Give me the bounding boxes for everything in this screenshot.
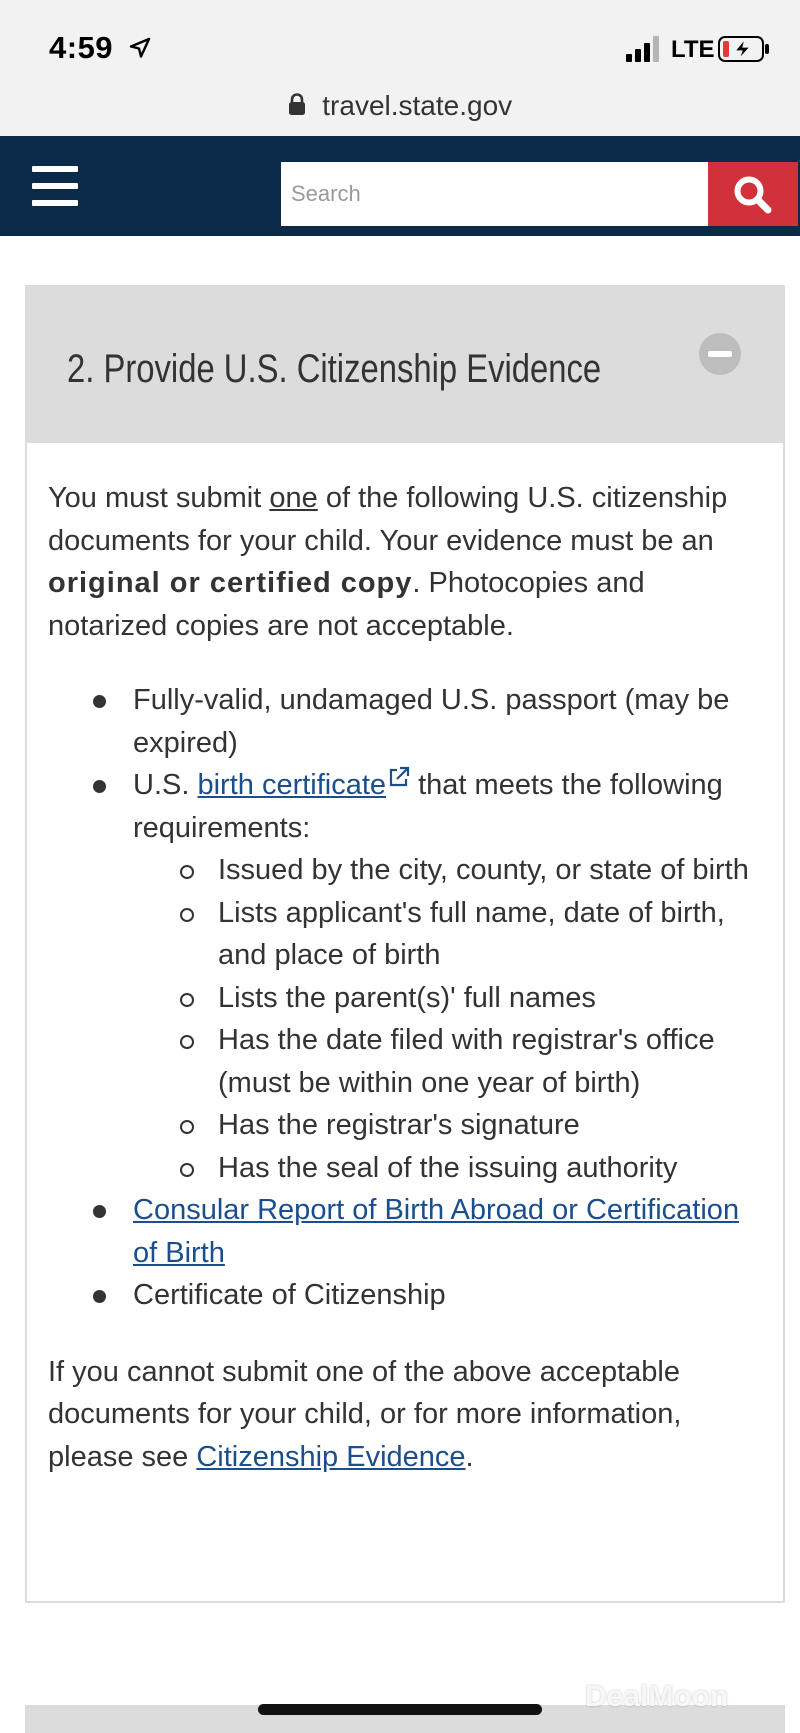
intro-paragraph	[48, 477, 768, 647]
birth-certificate-requirements	[218, 849, 768, 1189]
list-item	[133, 1189, 768, 1274]
list-item	[133, 1274, 768, 1317]
search-input[interactable]	[281, 162, 708, 226]
sub-list-item: Has the date filed with registrar's office (must be within one year of birth)	[218, 1019, 768, 1104]
clock: 4:59	[49, 30, 114, 65]
browser-url-bar[interactable]	[0, 90, 800, 136]
footer-paragraph	[48, 1351, 768, 1479]
location-arrow-icon	[128, 36, 152, 60]
consular-report-link[interactable]: Consular Report of Birth Abroad or Certification of Birth	[133, 1194, 740, 1269]
status-bar	[0, 0, 800, 90]
birth-certificate-link[interactable]: birth certificate	[197, 769, 387, 801]
intro-text-2: of the following U.S. citizenship documents for your child. Your evidence must be an	[48, 482, 728, 557]
list-item-certificate-citizenship: Certificate of Citizenship	[133, 1279, 446, 1311]
citizenship-evidence-link[interactable]: Citizenship Evidence	[196, 1440, 466, 1473]
accordion-header[interactable]	[27, 287, 783, 443]
sub-list-item: Has the seal of the issuing authority	[218, 1147, 768, 1190]
cellular-signal-icon	[626, 36, 662, 62]
battery-charging-icon	[718, 36, 770, 62]
intro-emphasis-one: one	[269, 482, 318, 514]
sub-list-item: Lists the parent(s)' full names	[218, 977, 768, 1020]
intro-emphasis-original: original or certified copy	[48, 567, 413, 599]
site-header	[0, 136, 800, 236]
lock-icon	[288, 93, 306, 115]
list-item-birth-suffix: that meets the following requirements:	[133, 769, 723, 844]
sub-list-item: Issued by the city, county, or state of birth	[218, 849, 768, 892]
intro-text-3: . Photocopies and notarized copies are not acceptable.	[48, 567, 645, 642]
accordion-body	[48, 477, 768, 1478]
url-text: travel.state.gov	[322, 90, 513, 121]
collapse-minus-icon[interactable]	[699, 333, 741, 375]
footer-text: If you cannot submit one of the above acceptable documents for your child, or for more information, please see	[48, 1355, 682, 1473]
sub-list-item: Has the registrar's signature	[218, 1104, 768, 1147]
list-item	[133, 764, 768, 1189]
evidence-list	[133, 679, 768, 1317]
footer-period: .	[465, 1440, 474, 1473]
carrier-label: LTE	[671, 36, 715, 63]
accordion-section	[25, 285, 785, 1603]
section-title: 2. Provide U.S. Citizenship Evidence	[67, 347, 602, 391]
intro-text-1: You must submit	[48, 482, 270, 514]
home-indicator[interactable]	[258, 1704, 542, 1715]
external-link-icon	[388, 766, 410, 788]
list-item	[133, 679, 768, 764]
list-item-passport: Fully-valid, undamaged U.S. passport (may be expired)	[133, 684, 730, 759]
search-button[interactable]	[708, 162, 798, 226]
list-item-birth-prefix: U.S.	[133, 769, 198, 801]
search-icon	[732, 174, 774, 216]
watermark: DealMoon	[585, 1680, 729, 1713]
sub-list-item: Lists applicant's full name, date of birth, and place of birth	[218, 892, 768, 977]
menu-hamburger-icon[interactable]	[32, 166, 78, 206]
